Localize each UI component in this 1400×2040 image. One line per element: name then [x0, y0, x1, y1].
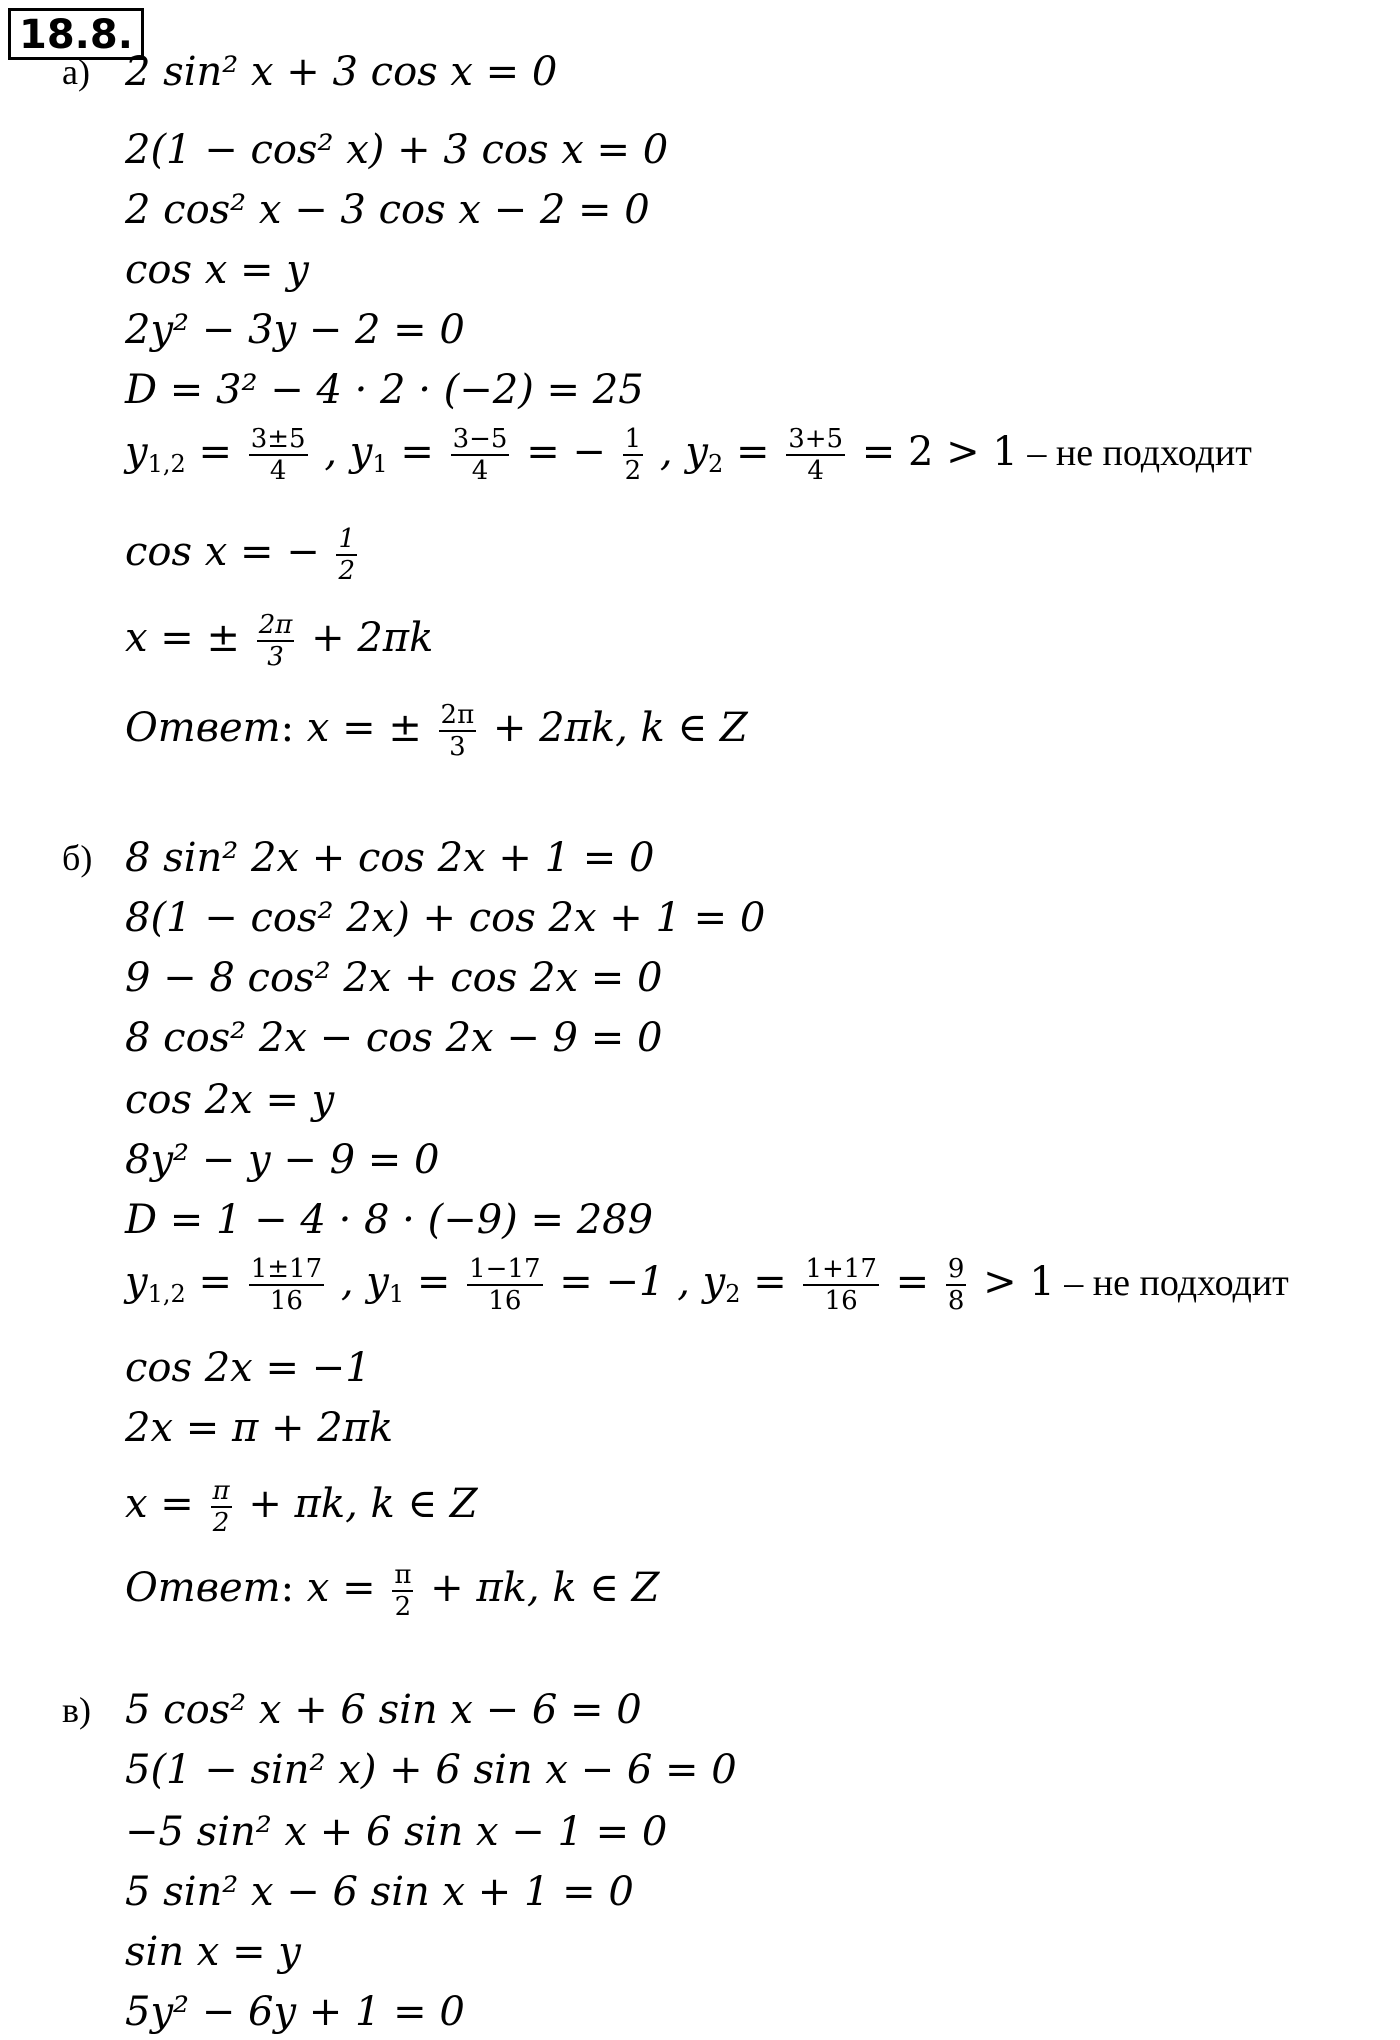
- y12-symbol: y: [125, 1259, 148, 1305]
- part-b-line-5: cos 2x = y: [125, 1077, 335, 1123]
- part-b-line-8: cos 2x = −1: [125, 1345, 371, 1391]
- fraction-1-over-2: $\frac{1}{2}$: [624, 424, 642, 486]
- part-b-line-4: 8 cos² 2x − cos 2x − 9 = 0: [125, 1015, 663, 1061]
- y2-subscript: 2: [707, 450, 724, 479]
- part-b-line-7: D = 1 − 4 · 8 · (−9) = 289: [125, 1197, 654, 1243]
- y1-subscript: 1: [372, 450, 388, 479]
- part-b-line-2: 8(1 − cos² 2x) + cos 2x + 1 = 0: [125, 895, 766, 941]
- fraction-2pi-over-3: $\frac{2\pi}{3}$: [258, 610, 293, 672]
- root-comparison: > 1: [983, 1259, 1055, 1305]
- part-c-line-4: 5 sin² x − 6 sin x + 1 = 0: [125, 1869, 634, 1915]
- fraction-1p17-over-16: $\frac{1+17}{16}$: [805, 1254, 877, 1316]
- part-a-line-2: 2(1 − cos² x) + 3 cos x = 0: [125, 127, 669, 173]
- part-c-line-3: −5 sin² x + 6 sin x − 1 = 0: [125, 1809, 668, 1855]
- answer-word: Ответ: [125, 705, 281, 751]
- fraction-1pm17-over-16: $\frac{1\pm 17}{16}$: [250, 1254, 323, 1316]
- part-a-line-3: 2 cos² x − 3 cos x − 2 = 0: [125, 187, 650, 233]
- part-b-x-line: x = $\frac{\pi}{2}$ + πk, k ∈ Z: [125, 1476, 478, 1538]
- fraction-pi-over-2: $\frac{\pi}{2}$: [212, 1476, 230, 1538]
- part-b-label: б): [62, 838, 93, 878]
- part-b-roots-line: $y_{1,2}$ = $\frac{1\pm 17}{16}$ , $y_1$ = $\frac{1-17}{16}$ = −1 , $y_2$ = $\frac{1+17}{16}$ = $\frac{9}{8}$ > 1 – не подходит: [125, 1254, 1289, 1316]
- part-a-answer: Ответ: x = ± $\frac{2\pi}{3}$ + 2πk, k ∈ Z: [125, 700, 748, 762]
- part-b-line-9: 2x = π + 2πk: [125, 1405, 394, 1451]
- fraction-3m5-over-4: $\frac{3-5}{4}$: [452, 424, 508, 486]
- part-c-line-5: sin x = y: [125, 1929, 301, 1975]
- part-b-line-1: 8 sin² 2x + cos 2x + 1 = 0: [125, 835, 655, 881]
- neg-sign: = −: [526, 429, 606, 475]
- y12-symbol: y: [125, 429, 148, 475]
- y1-symbol: , y: [324, 429, 373, 475]
- not-suitable-note: – не подходит: [1017, 432, 1252, 474]
- fraction-pi-over-2: $\frac{\pi}{2}$: [394, 1560, 412, 1622]
- part-c-line-2: 5(1 − sin² x) + 6 sin x − 6 = 0: [125, 1747, 737, 1793]
- fraction-1m17-over-16: $\frac{1-17}{16}$: [469, 1254, 541, 1316]
- fraction-9-over-8: $\frac{9}{8}$: [947, 1254, 965, 1316]
- part-a-line-6: D = 3² − 4 · 2 · (−2) = 25: [125, 367, 644, 413]
- not-suitable-note: – не подходит: [1054, 1262, 1289, 1304]
- fraction-1-over-2: $\frac{1}{2}$: [338, 524, 356, 586]
- root-comparison: = 2 > 1: [861, 429, 1018, 475]
- fraction-3pm5-over-4: $\frac{3\pm 5}{4}$: [250, 424, 306, 486]
- part-c-label: в): [62, 1690, 91, 1730]
- part-a-label: а): [62, 52, 90, 92]
- part-a-line-4: cos x = y: [125, 247, 309, 293]
- part-b-line-3: 9 − 8 cos² 2x + cos 2x = 0: [125, 955, 663, 1001]
- y1-symbol: , y: [340, 1259, 389, 1305]
- fraction-2pi-over-3: $\frac{2\pi}{3}$: [440, 700, 475, 762]
- part-c-line-1: 5 cos² x + 6 sin x − 6 = 0: [125, 1687, 642, 1733]
- part-b-line-6: 8y² − y − 9 = 0: [125, 1137, 440, 1183]
- part-c-line-6: 5y² − 6y + 1 = 0: [125, 1989, 465, 2035]
- y1-subscript: 1: [388, 1280, 405, 1309]
- part-a-x-line: x = ± $\frac{2\pi}{3}$ + 2πk: [125, 610, 434, 672]
- part-a-roots-line: $y_{1,2}$ = $\frac{3\pm 5}{4}$ , $y_1$ = $\frac{3-5}{4}$ = − $\frac{1}{2}$ , $y_2$ = $\frac{3+5}{4}$ = 2 > 1 – не подходит: [125, 424, 1252, 486]
- y12-subscript: 1,2: [147, 450, 186, 479]
- answer-word: Ответ: [125, 1565, 281, 1611]
- fraction-3p5-over-4: $\frac{3+5}{4}$: [788, 424, 844, 486]
- y12-subscript: 1,2: [147, 1280, 186, 1309]
- part-a-cos-line: cos x = − $\frac{1}{2}$: [125, 524, 356, 586]
- y2-subscript: 2: [725, 1280, 741, 1309]
- part-b-answer: Ответ: x = $\frac{\pi}{2}$ + πk, k ∈ Z: [125, 1560, 660, 1622]
- part-a-line-1: 2 sin² x + 3 cos x = 0: [125, 49, 558, 95]
- y1-value: = −1 , y: [559, 1259, 726, 1305]
- problem-number: 18.8.: [8, 8, 144, 60]
- part-a-line-5: 2y² − 3y − 2 = 0: [125, 307, 465, 353]
- y2-symbol: , y: [659, 429, 708, 475]
